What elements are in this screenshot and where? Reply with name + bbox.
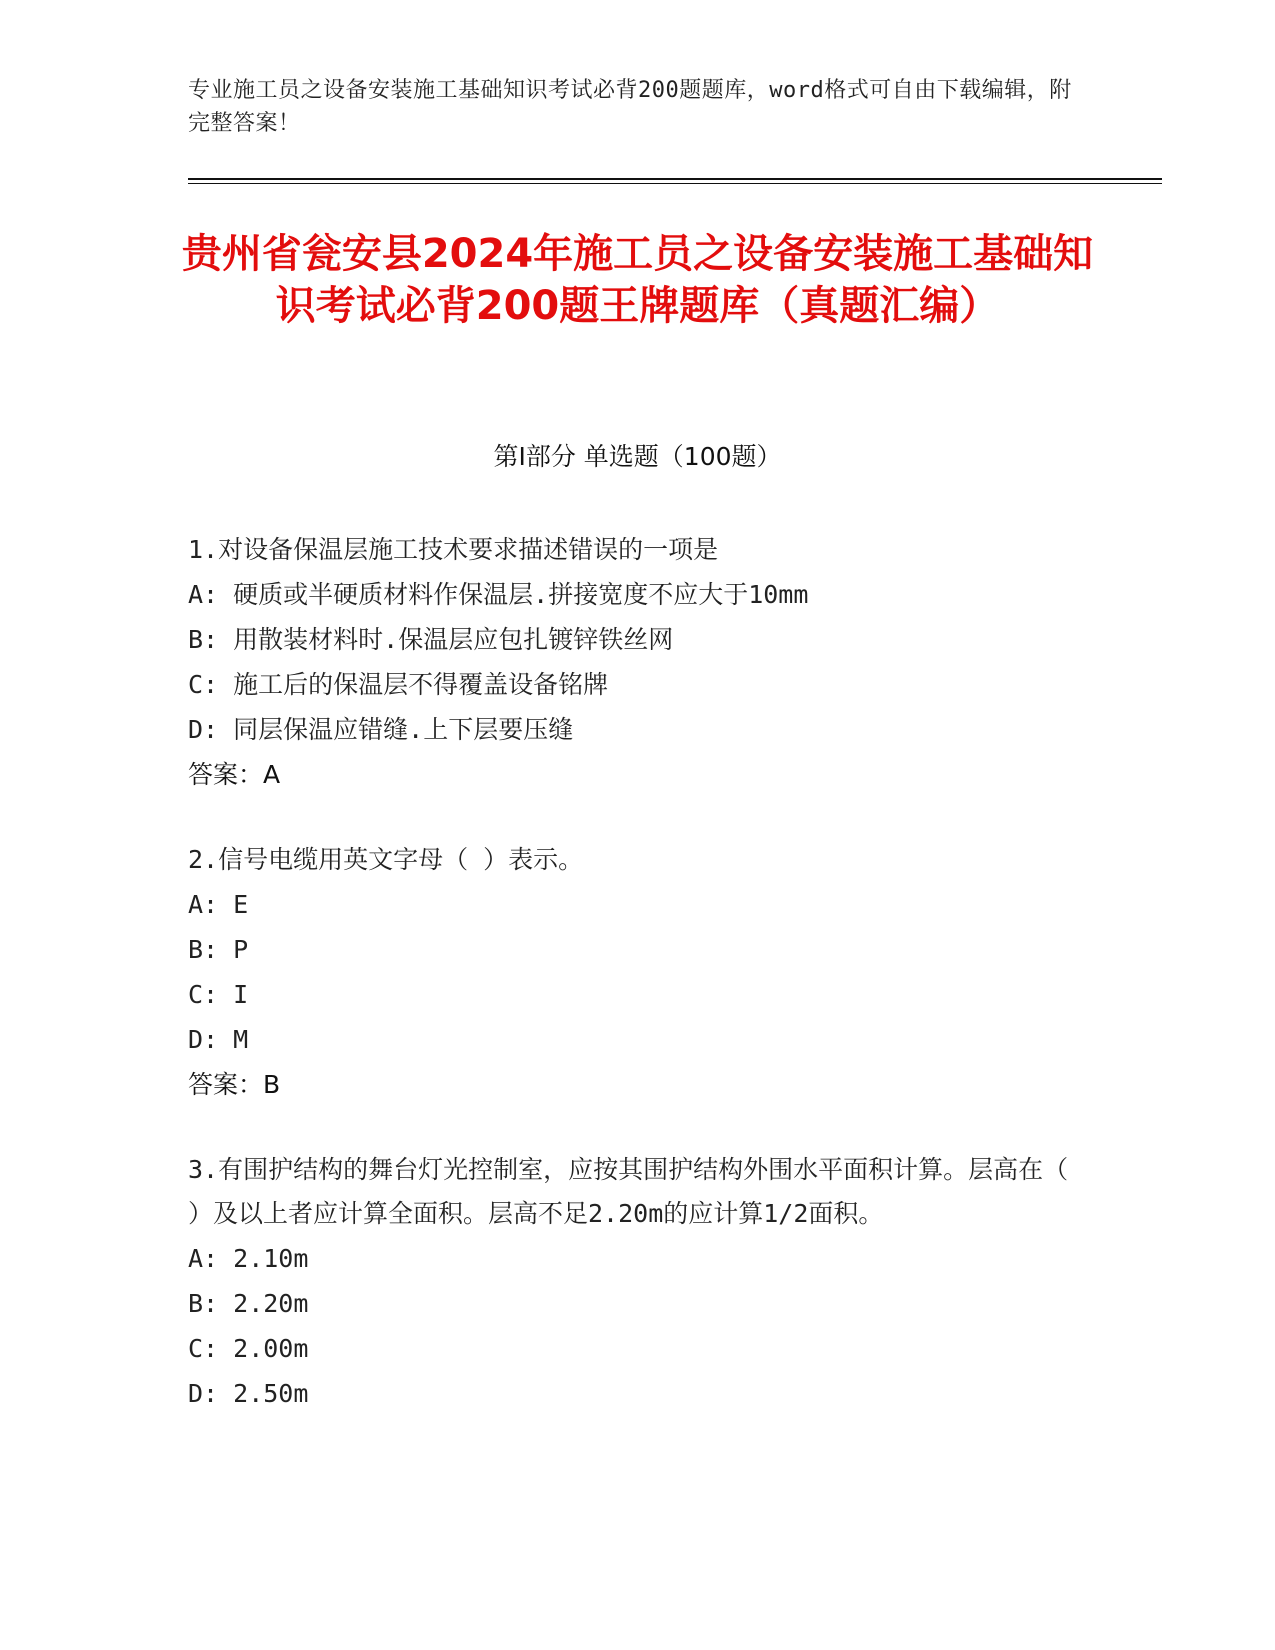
option-a: A: 硬质或半硬质材料作保温层.拼接宽度不应大于10mm xyxy=(188,580,809,609)
option-d: D: M xyxy=(188,1025,249,1054)
question-3 xyxy=(188,1148,1078,1416)
question-text: 2.信号电缆用英文字母（ ）表示。 xyxy=(188,845,584,874)
option-b: B: P xyxy=(188,935,249,964)
question-text: 1.对设备保温层施工技术要求描述错误的一项是 xyxy=(188,535,719,564)
answer: 答案：A xyxy=(188,760,281,789)
option-c: C: 施工后的保温层不得覆盖设备铭牌 xyxy=(188,670,609,699)
question-text: 3.有围护结构的舞台灯光控制室，应按其围护结构外围水平面积计算。层高在（ ）及以上者应计算全面积。层高不足2.20m的应计算1/2面积。 xyxy=(188,1155,1069,1228)
option-d: D: 2.50m xyxy=(188,1379,309,1408)
option-a: A: 2.10m xyxy=(188,1244,309,1273)
header-divider-thick xyxy=(188,178,1162,180)
question-1 xyxy=(188,528,1078,797)
option-b: B: 2.20m xyxy=(188,1289,309,1318)
question-2 xyxy=(188,838,1078,1107)
answer: 答案：B xyxy=(188,1070,281,1099)
option-c: C: 2.00m xyxy=(188,1334,309,1363)
section-heading: 第I部分 单选题（100题） xyxy=(493,442,782,471)
document-title: 贵州省瓮安县2024年施工员之设备安装施工基础知识考试必背200题王牌题库（真题汇编） xyxy=(181,231,1094,329)
header-note: 专业施工员之设备安装施工基础知识考试必背200题题库，word格式可自由下载编辑，附完整答案！ xyxy=(188,78,1072,136)
option-b: B: 用散装材料时.保温层应包扎镀锌铁丝网 xyxy=(188,625,674,654)
option-a: A: E xyxy=(188,890,249,919)
option-d: D: 同层保温应错缝.上下层要压缝 xyxy=(188,715,574,744)
option-c: C: I xyxy=(188,980,249,1009)
header-divider-thin xyxy=(188,183,1162,184)
question-list xyxy=(188,528,1078,1457)
